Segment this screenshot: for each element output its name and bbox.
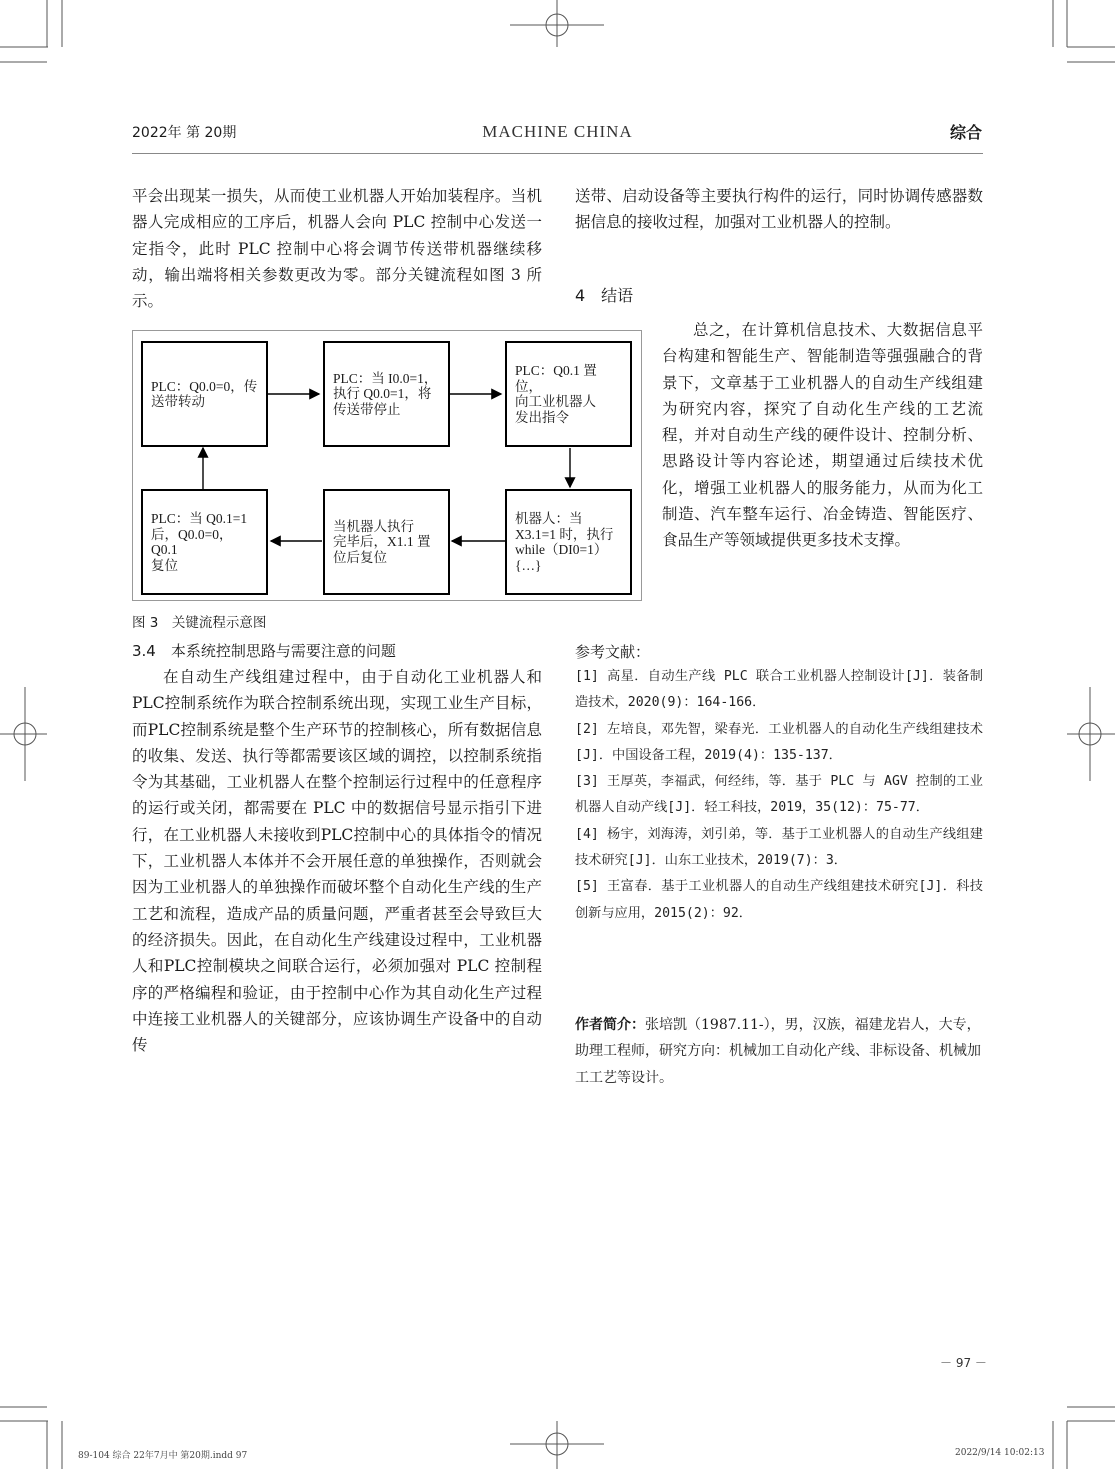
author-bio (575, 1012, 983, 1091)
flow-box-line: 送带转动 (151, 394, 205, 409)
reference-item: [3] 王厚英，李福武，何经纬，等．基于 PLC 与 AGV 控制的工业机器人自动产线[J]．轻工科技，2019，35(12)：75-77． (575, 774, 983, 816)
reference-item: [1] 高星．自动生产线 PLC 联合工业机器人控制设计[J]．装备制造技术，2020(9)：164-166． (575, 669, 983, 711)
right-top-text: 送带、启动设备等主要执行构件的运行，同时协调传感器数据信息的接收过程，加强对工业机器人的控制。 (575, 187, 983, 232)
flow-box-line: 机器人：当 (515, 511, 583, 526)
flow-box-line: 执行 Q0.0=1，将 (333, 386, 432, 402)
flow-box-plc-signal (505, 341, 632, 447)
references-list (575, 664, 983, 927)
flow-box-plc-reset (141, 489, 268, 595)
flow-box-line: 向工业机器人 (515, 394, 596, 409)
flow-box-line: while（DI0=1）{…} (515, 542, 608, 573)
references-title: 参考文献： (575, 643, 651, 661)
right-top-paragraph (575, 183, 983, 236)
flow-box-robot-done (323, 489, 450, 595)
author-text: 张培凯（1987.11-），男，汉族，福建龙岩人，大专，助理工程师，研究方向：机械加工自动化产线、非标设备、机械加工工艺等设计。 (575, 1017, 981, 1086)
flow-box-line: 完毕后，X1.1 置 (333, 534, 431, 550)
print-slug-file: 89-104 综合 22年7月中 第20期.indd 97 (78, 1451, 248, 1461)
left-intro-text: 平会出现某一损失，从而使工业机器人开始加装程序。当机器人完成相应的工序后，机器人会向 PLC 控制中心发送一定指令，此时 PLC 控制中心将会调节传送带机器继续移动，输出端将相关参数更改为零。部分关键流程如图 3 所示。 (132, 187, 542, 311)
flow-box-line: 发出指令 (515, 409, 569, 425)
flow-box-line: 复位 (151, 557, 178, 573)
section-3-4-body (132, 664, 542, 1058)
flow-box-line: PLC：当 Q0.1=1 (151, 511, 248, 526)
flow-box-robot-exec (505, 489, 632, 595)
conclusion-paragraph (662, 317, 983, 554)
print-slug-timestamp: 2022/9/14 10:02:13 (955, 1448, 1045, 1458)
reference-item: [5] 王富春．基于工业机器人的自动生产线组建技术研究[J]．科技创新与应用，2015(2)：92． (575, 879, 983, 921)
flow-box-line: PLC：Q0.1 置位， (515, 363, 597, 394)
page-number: － 97 － (940, 1356, 987, 1370)
section-3-4-title: 3.4 本系统控制思路与需要注意的问题 (132, 642, 396, 660)
author-label: 作者简介： (575, 1017, 645, 1033)
flow-box-line: 后，Q0.0=0，Q0.1 (151, 526, 233, 557)
left-intro-paragraph (132, 183, 542, 314)
header-rule (132, 153, 983, 154)
flow-box-line: X3.1=1 时，执行 (515, 526, 614, 542)
flow-box-line: 位后复位 (333, 549, 387, 565)
journal-name: MACHINE CHINA (482, 122, 633, 141)
figure-caption: 图 3 关键流程示意图 (132, 615, 267, 631)
reference-item: [2] 左培良，邓先智，梁春光．工业机器人的自动化生产线组建技术[J]．中国设备工程，2019(4)：135-137． (575, 721, 983, 763)
reference-item: [4] 杨宇，刘海涛，刘引弟，等．基于工业机器人的自动生产线组建技术研究[J]．山东工业技术，2019(7)：3． (575, 826, 983, 869)
flow-box-plc-stop (323, 341, 450, 447)
flow-box-line: PLC：当 I0.0=1， (333, 370, 438, 386)
flow-box-line: PLC：Q0.0=0，传 (151, 378, 258, 394)
section-3-4-text: 在自动生产线组建过程中，由于自动化工业机器人和PLC控制系统作为联合控制系统出现，实现工业生产目标，而PLC控制系统是整个生产环节的控制核心，所有数据信息的收集、发送、执行等都需要该区域的调控，以控制系统指令为其基础，工业机器人在整个控制运行过程中的任意程序的运行或关闭，都需要在 PLC 中的数据信号显示指引下进行，在工业机器人未接收到PLC控制中心的具体指令的情况下，工业机器人本体并不会开展任意的单独操作，否则就会因为工业机器人的单独操作而破坏整个自动化生产线的生产工艺和流程，造成产品的质量问题，严重者甚至会导致巨大的经济损失。因此，在自动化生产线建设过程中，工业机器人和PLC控制模块之间联合运行，必须加强对 PLC 控制程序的严格编程和验证，由于控制中心作为其自动化生产过程中连接工业机器人的关键部分，应该协调生产设备中的自动传 (132, 668, 542, 1055)
conclusion-text: 总之，在计算机信息技术、大数据信息平台构建和智能生产、智能制造等强强融合的背景下，文章基于工业机器人的自动生产线组建为研究内容，探究了自动化生产线的工艺流程，并对自动生产线的硬件设计、控制分析、思路设计等内容论述，期望通过后续技术优化，增强工业机器人的服务能力，从而为化工制造、汽车整车运行、冶金铸造、智能医疗、食品生产等领域提供更多技术支撑。 (662, 321, 983, 550)
flow-box-line: 传送带停止 (333, 401, 401, 417)
issue-label: 2022年 第 20期 (132, 125, 237, 141)
flow-box-plc-start (141, 341, 268, 447)
section-4-title: 4 结语 (575, 286, 634, 305)
figure-3-flowchart (132, 330, 642, 601)
flow-box-line: 当机器人执行 (333, 518, 414, 534)
section-label: 综合 (949, 123, 982, 142)
